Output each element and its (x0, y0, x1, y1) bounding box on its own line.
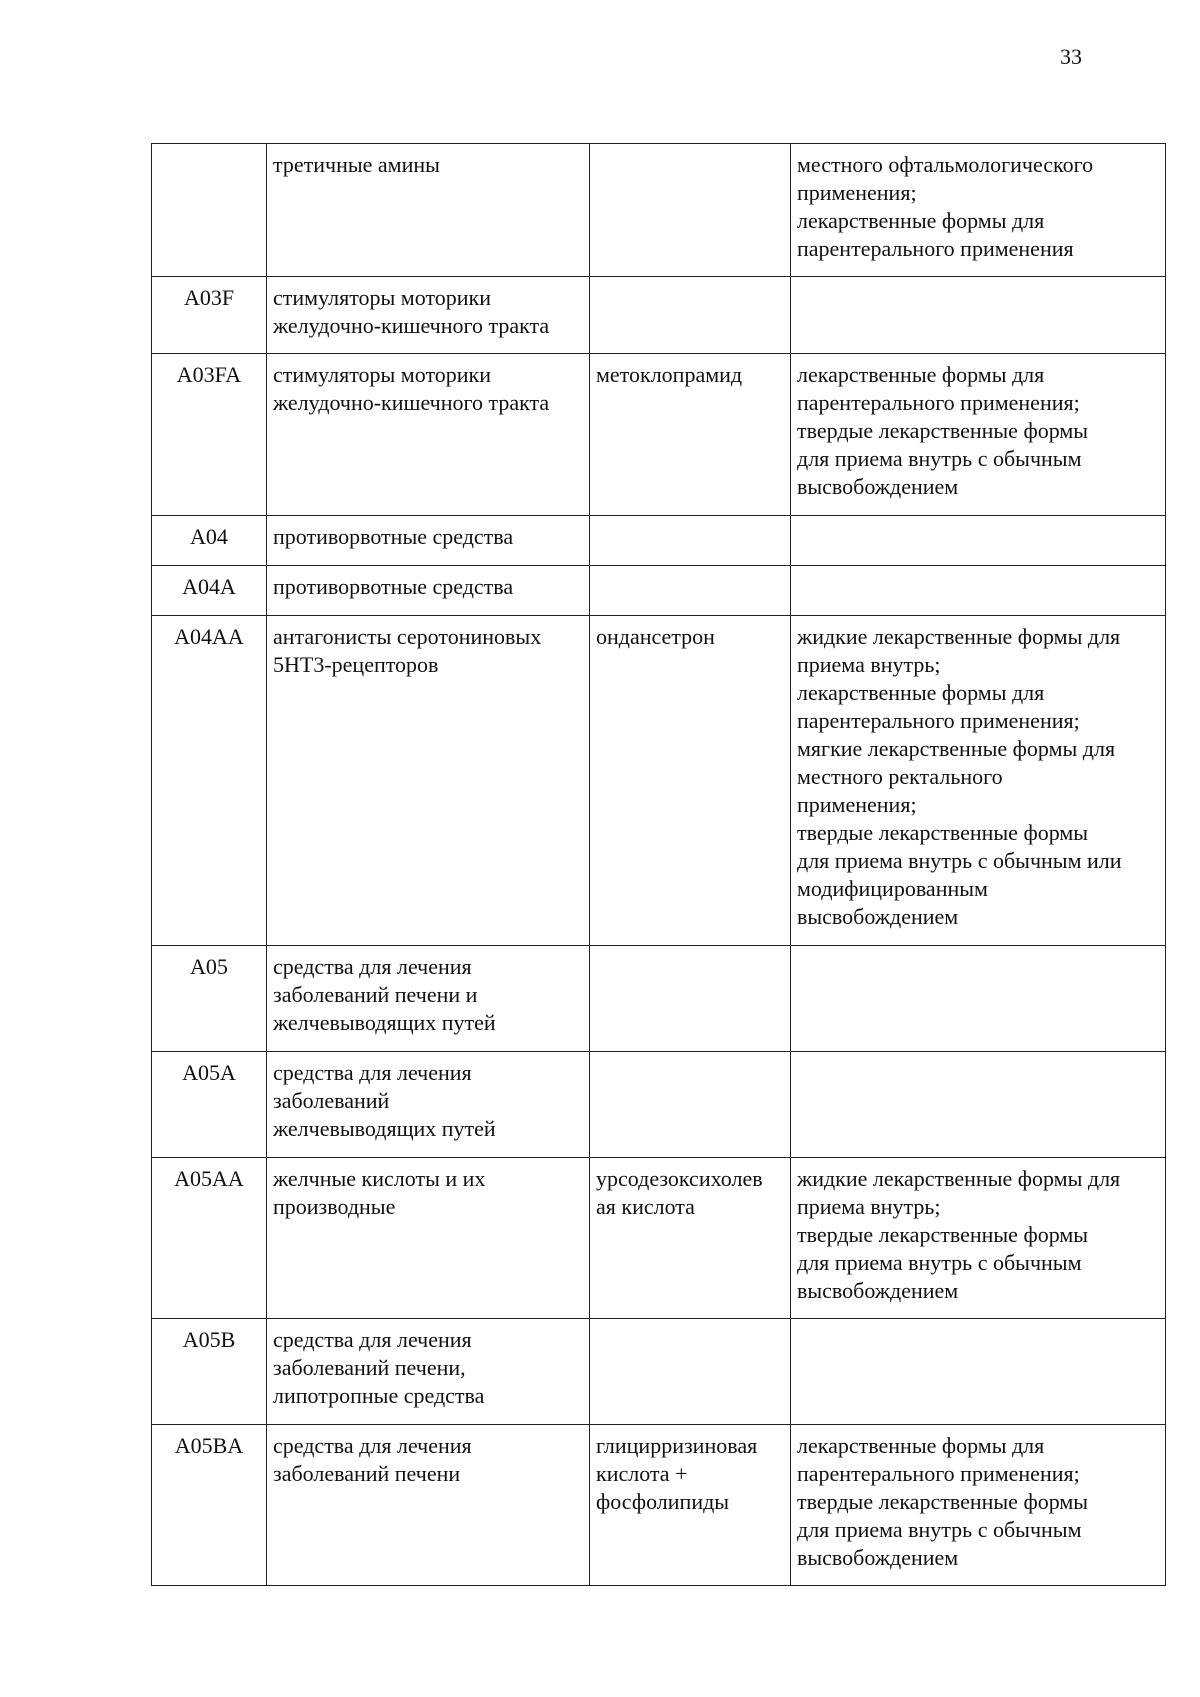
table-row (152, 277, 1166, 354)
table-row (152, 616, 1166, 946)
dosage-forms-cell: местного офтальмологического применения; лекарственные формы для парентерального применения (791, 144, 1166, 277)
drug-name-cell: урсодезоксихолев ая кислота (590, 1158, 791, 1319)
atc-code-cell: A05B (152, 1319, 267, 1425)
atc-code-cell: A04A (152, 566, 267, 616)
atc-code-cell: A05AA (152, 1158, 267, 1319)
table-row (152, 1052, 1166, 1158)
drug-name-cell (590, 946, 791, 1052)
group-name-cell: противорвотные средства (267, 566, 590, 616)
dosage-forms-cell: лекарственные формы для парентерального применения; твердые лекарственные формы для приема внутрь с обычным высвобождением (791, 354, 1166, 516)
dosage-forms-cell: лекарственные формы для парентерального применения; твердые лекарственные формы для приема внутрь с обычным высвобождением (791, 1425, 1166, 1586)
atc-code-cell: A03F (152, 277, 267, 354)
table-row (152, 1319, 1166, 1425)
group-name-cell: средства для лечения заболеваний желчевыводящих путей (267, 1052, 590, 1158)
drug-classification-table (151, 143, 1166, 1586)
group-name-cell: антагонисты серотониновых 5HT3-рецепторов (267, 616, 590, 946)
drug-name-cell (590, 277, 791, 354)
group-name-cell: средства для лечения заболеваний печени и желчевыводящих путей (267, 946, 590, 1052)
dosage-forms-cell (791, 1319, 1166, 1425)
table-row (152, 354, 1166, 516)
table-row (152, 516, 1166, 566)
group-name-cell: желчные кислоты и их производные (267, 1158, 590, 1319)
dosage-forms-cell (791, 1052, 1166, 1158)
table-row (152, 566, 1166, 616)
group-name-cell: средства для лечения заболеваний печени, липотропные средства (267, 1319, 590, 1425)
atc-code-cell (152, 144, 267, 277)
drug-name-cell (590, 566, 791, 616)
table-row (152, 1425, 1166, 1586)
dosage-forms-cell (791, 946, 1166, 1052)
dosage-forms-cell (791, 277, 1166, 354)
atc-code-cell: A05 (152, 946, 267, 1052)
drug-name-cell: глицирризиновая кислота + фосфолипиды (590, 1425, 791, 1586)
group-name-cell: стимуляторы моторики желудочно-кишечного тракта (267, 277, 590, 354)
group-name-cell: противорвотные средства (267, 516, 590, 566)
dosage-forms-cell (791, 566, 1166, 616)
drug-name-cell (590, 1052, 791, 1158)
dosage-forms-cell (791, 516, 1166, 566)
atc-code-cell: A03FA (152, 354, 267, 516)
group-name-cell: третичные амины (267, 144, 590, 277)
drug-name-cell (590, 1319, 791, 1425)
atc-code-cell: A04AA (152, 616, 267, 946)
atc-code-cell: A05A (152, 1052, 267, 1158)
group-name-cell: стимуляторы моторики желудочно-кишечного тракта (267, 354, 590, 516)
group-name-cell: средства для лечения заболеваний печени (267, 1425, 590, 1586)
dosage-forms-cell: жидкие лекарственные формы для приема внутрь; лекарственные формы для парентерального применения; мягкие лекарственные формы для местного ректального применения; твердые лекарственные формы для приема внутрь с обычным или модифицированным высвобождением (791, 616, 1166, 946)
drug-name-cell: метоклопрамид (590, 354, 791, 516)
atc-code-cell: A05BA (152, 1425, 267, 1586)
page-number: 33 (1060, 44, 1082, 69)
drug-name-cell (590, 144, 791, 277)
dosage-forms-cell: жидкие лекарственные формы для приема внутрь; твердые лекарственные формы для приема внутрь с обычным высвобождением (791, 1158, 1166, 1319)
drug-name-cell: ондансетрон (590, 616, 791, 946)
drug-name-cell (590, 516, 791, 566)
table-row (152, 946, 1166, 1052)
table-row (152, 1158, 1166, 1319)
atc-code-cell: A04 (152, 516, 267, 566)
table-row (152, 144, 1166, 277)
